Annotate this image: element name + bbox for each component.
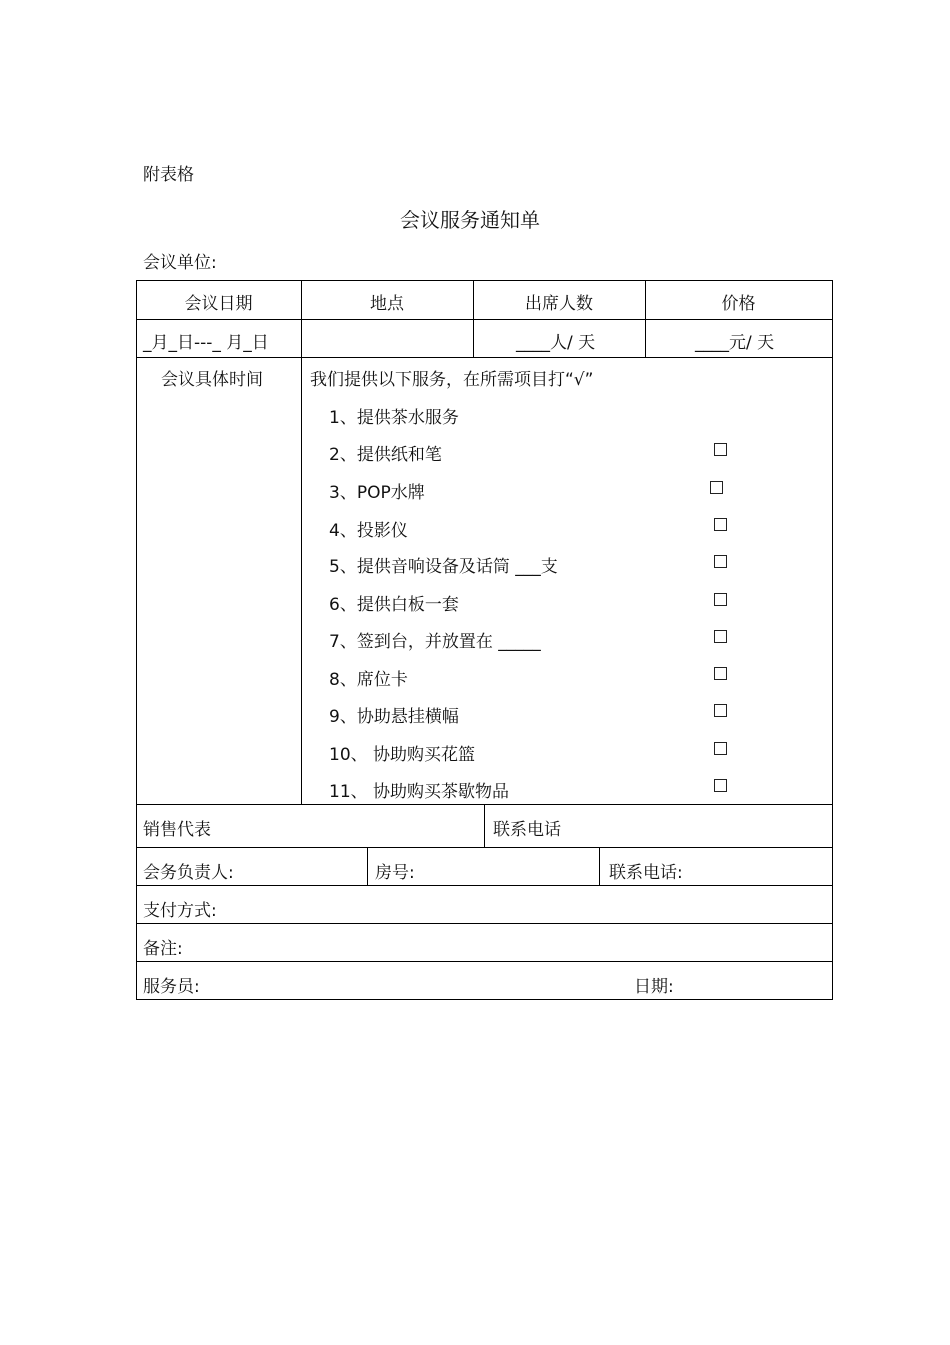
checkbox-9[interactable]: [714, 704, 727, 717]
divider-row1: [136, 357, 833, 358]
divider-col1: [301, 280, 302, 805]
service-item-8: 8、席位卡: [329, 670, 408, 690]
checkbox-7[interactable]: [714, 630, 727, 643]
services-intro: 我们提供以下服务，在所需项目打“√”: [310, 370, 594, 390]
service-item-11: 11、 协助购买茶歇物品: [329, 782, 510, 802]
divider-sales-mid: [484, 804, 485, 848]
service-item-3: 3、POP水牌: [329, 483, 425, 503]
divider-manager-2: [599, 847, 600, 886]
header-location: 地点: [370, 294, 404, 314]
checkbox-11[interactable]: [714, 779, 727, 792]
divider-payment: [136, 923, 833, 924]
contact-phone-label: 联系电话: [493, 820, 561, 840]
service-notice-form: [136, 280, 833, 1000]
checkbox-8[interactable]: [714, 667, 727, 680]
header-attendees: 出席人数: [525, 294, 593, 314]
attendant-label: 服务员:: [143, 977, 200, 997]
service-item-5: 5、提供音响设备及话筒 ___支: [329, 557, 558, 577]
date-range-field[interactable]: _月_日---_ 月_日: [143, 333, 269, 353]
specific-time-label: 会议具体时间: [161, 370, 263, 390]
attendees-field[interactable]: ____人/ 天: [516, 333, 596, 353]
checkbox-5[interactable]: [714, 555, 727, 568]
price-field[interactable]: ____元/ 天: [695, 333, 775, 353]
service-item-1: 1、提供茶水服务: [329, 408, 459, 428]
checkbox-2[interactable]: [714, 443, 727, 456]
border-left: [136, 280, 137, 1000]
checkbox-6[interactable]: [714, 593, 727, 606]
checkbox-4[interactable]: [714, 518, 727, 531]
divider-manager-1: [367, 847, 368, 886]
manager-label: 会务负责人:: [143, 863, 234, 883]
border-bottom: [136, 999, 833, 1000]
date-label: 日期:: [634, 977, 674, 997]
contact-phone2-label: 联系电话:: [609, 863, 683, 883]
header-meeting-date: 会议日期: [184, 294, 253, 314]
border-right: [832, 280, 833, 1000]
appendix-label: 附表格: [143, 165, 194, 185]
border-top: [136, 280, 833, 281]
checkbox-3[interactable]: [710, 481, 723, 494]
payment-method-label: 支付方式:: [143, 901, 217, 921]
service-item-2: 2、提供纸和笔: [329, 445, 442, 465]
service-item-9: 9、协助悬挂横幅: [329, 707, 459, 727]
divider-header: [136, 319, 833, 320]
service-item-10: 10、 协助购买花篮: [329, 745, 476, 765]
checkbox-10[interactable]: [714, 742, 727, 755]
service-item-7: 7、签到台，并放置在 _____: [329, 632, 541, 652]
remarks-label: 备注:: [143, 939, 183, 959]
sales-rep-label: 销售代表: [143, 820, 211, 840]
divider-remarks: [136, 961, 833, 962]
header-price: 价格: [721, 294, 756, 314]
service-item-4: 4、投影仪: [329, 521, 408, 541]
room-label: 房号:: [375, 863, 415, 883]
service-item-6: 6、提供白板一套: [329, 595, 459, 615]
meeting-unit-label: 会议单位:: [143, 253, 217, 273]
form-title: 会议服务通知单: [400, 208, 540, 232]
divider-manager: [136, 885, 833, 886]
